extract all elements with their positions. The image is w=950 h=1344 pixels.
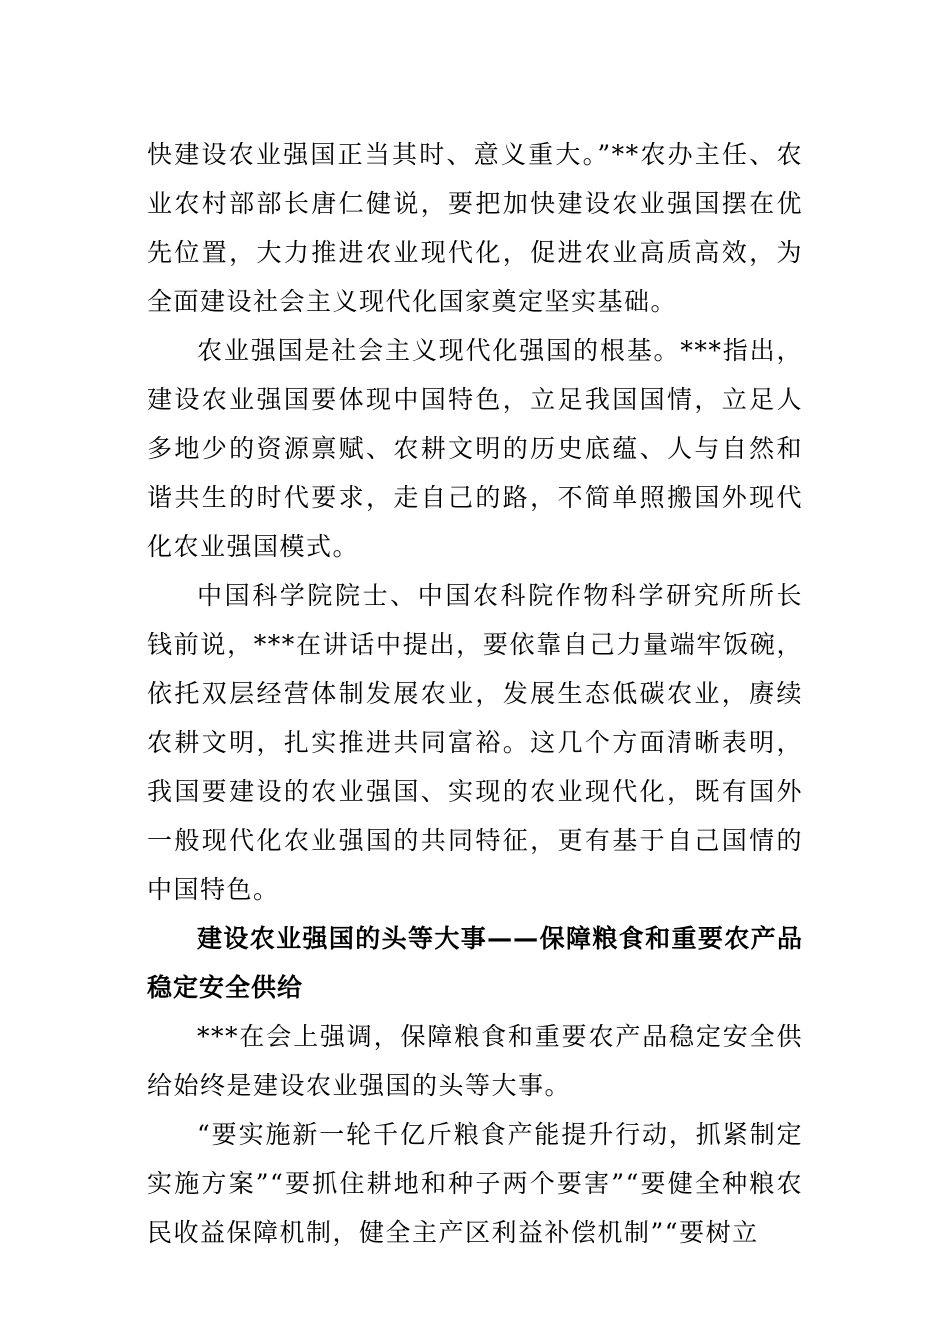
paragraph-measures-list: “要实施新一轮千亿斤粮食产能提升行动，抓紧制定实施方案”“要抓住耕地和种子两个要害”“要健全种粮农民收益保障机制，健全主产区利益补偿机制”“要树立 [147,1120,803,1247]
document-body [147,130,803,1257]
paragraph-agricultural-power-foundation: 农业强国是社会主义现代化强国的根基。***指出，建设农业强国要体现中国特色，立足我国国情，立足人多地少的资源禀赋、农耕文明的历史底蕴、人与自然和谐共生的时代要求，走自己的路，不简单照搬国外现代化农业强国模式。 [147,336,803,561]
paragraph-top-priority: ***在会上强调，保障粮食和重要农产品稳定安全供给始终是建设农业强国的头等大事。 [147,1022,803,1100]
paragraph-continuation: 快建设农业强国正当其时、意义重大。”**农办主任、农业农村部部长唐仁健说，要把加快建设农业强国摆在优先位置，大力推进农业现代化，促进农业高质高效，为全面建设社会主义现代化国家奠定坚实基础。 [147,140,803,316]
paragraph-academician-quote: 中国科学院院士、中国农科院作物科学研究所所长钱前说，***在讲话中提出，要依靠自己力量端牢饭碗，依托双层经营体制发展农业，发展生态低碳农业，赓续农耕文明，扎实推进共同富裕。这几个方面清晰表明，我国要建设的农业强国、实现的农业现代化，既有国外一般现代化农业强国的共同特征，更有基于自己国情的中国特色。 [147,581,803,904]
section-heading: 建设农业强国的头等大事——保障粮食和重要农产品稳定安全供给 [147,924,803,1002]
